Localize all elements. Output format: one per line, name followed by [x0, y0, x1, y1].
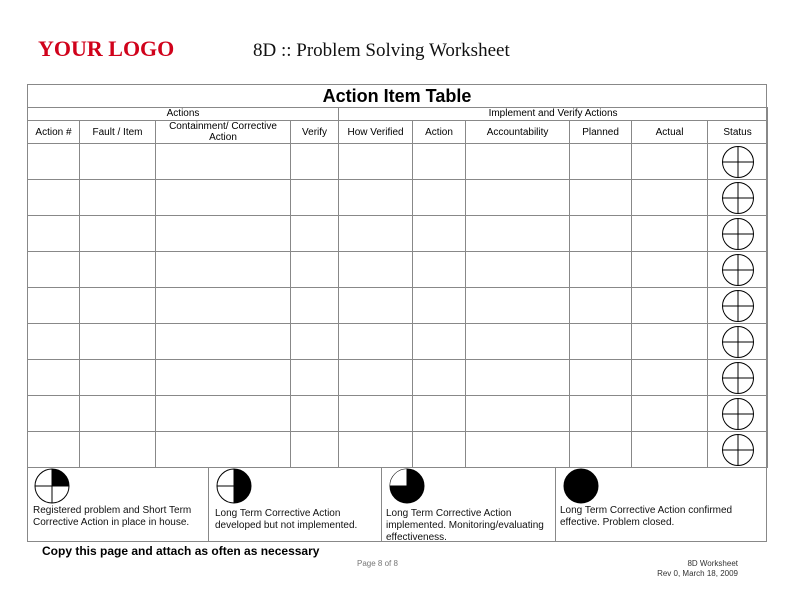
cell-fault-item[interactable]: [80, 288, 156, 324]
cell-accountability[interactable]: [466, 144, 570, 180]
col-fault-item: Fault / Item: [80, 121, 156, 144]
table-row: [28, 288, 768, 324]
cell-accountability[interactable]: [466, 432, 570, 468]
cell-actual[interactable]: [632, 324, 708, 360]
cell-how-verified[interactable]: [339, 252, 413, 288]
cell-fault-item[interactable]: [80, 396, 156, 432]
cell-how-verified[interactable]: [339, 180, 413, 216]
cell-actual[interactable]: [632, 432, 708, 468]
cell-fault-item[interactable]: [80, 144, 156, 180]
table-row: [28, 432, 768, 468]
cell-action-number[interactable]: [28, 216, 80, 252]
cell-containment[interactable]: [156, 432, 291, 468]
group-header-actions: Actions: [28, 108, 339, 121]
cell-actual[interactable]: [632, 288, 708, 324]
table-row: [28, 252, 768, 288]
status-circle-icon[interactable]: [721, 181, 755, 215]
copy-note: Copy this page and attach as often as necessary: [42, 544, 320, 558]
cell-actual[interactable]: [632, 252, 708, 288]
cell-containment[interactable]: [156, 144, 291, 180]
cell-verify[interactable]: [291, 180, 339, 216]
quarter-status-icon: [32, 468, 72, 508]
cell-status[interactable]: [708, 396, 768, 432]
cell-status[interactable]: [708, 144, 768, 180]
legend-item: [556, 468, 767, 542]
status-circle-icon[interactable]: [721, 145, 755, 179]
col-action-number: Action #: [28, 121, 80, 144]
legend-text: Long Term Corrective Action confirmed effective. Problem closed.: [560, 505, 733, 528]
cell-status[interactable]: [708, 360, 768, 396]
cell-actual[interactable]: [632, 144, 708, 180]
cell-fault-item[interactable]: [80, 216, 156, 252]
cell-accountability[interactable]: [466, 360, 570, 396]
cell-accountability[interactable]: [466, 252, 570, 288]
cell-accountability[interactable]: [466, 324, 570, 360]
cell-action[interactable]: [413, 252, 466, 288]
cell-actual[interactable]: [632, 180, 708, 216]
status-circle-icon[interactable]: [721, 397, 755, 431]
cell-fault-item[interactable]: [80, 360, 156, 396]
action-item-table: [27, 107, 768, 468]
legend-item: [209, 468, 382, 542]
cell-fault-item[interactable]: [80, 324, 156, 360]
three-quarter-status-icon: [387, 468, 427, 508]
status-circle-icon[interactable]: [721, 433, 755, 467]
cell-planned[interactable]: [570, 396, 632, 432]
cell-planned[interactable]: [570, 180, 632, 216]
cell-planned[interactable]: [570, 216, 632, 252]
cell-action[interactable]: [413, 360, 466, 396]
cell-planned[interactable]: [570, 144, 632, 180]
cell-accountability[interactable]: [466, 396, 570, 432]
cell-how-verified[interactable]: [339, 216, 413, 252]
status-circle-icon[interactable]: [721, 289, 755, 323]
doc-name: 8D Worksheet: [687, 559, 738, 568]
cell-status[interactable]: [708, 324, 768, 360]
cell-how-verified[interactable]: [339, 432, 413, 468]
cell-status[interactable]: [708, 252, 768, 288]
cell-containment[interactable]: [156, 396, 291, 432]
cell-status[interactable]: [708, 216, 768, 252]
table-row: [28, 396, 768, 432]
cell-action[interactable]: [413, 144, 466, 180]
cell-actual[interactable]: [632, 216, 708, 252]
cell-action[interactable]: [413, 396, 466, 432]
cell-action[interactable]: [413, 324, 466, 360]
status-circle-icon[interactable]: [721, 325, 755, 359]
table-row: [28, 324, 768, 360]
table-row: [28, 216, 768, 252]
cell-verify[interactable]: [291, 324, 339, 360]
cell-action-number[interactable]: [28, 288, 80, 324]
cell-verify[interactable]: [291, 432, 339, 468]
cell-action-number[interactable]: [28, 180, 80, 216]
cell-planned[interactable]: [570, 288, 632, 324]
table-title: Action Item Table: [322, 86, 472, 106]
cell-accountability[interactable]: [466, 216, 570, 252]
logo: YOUR LOGO: [38, 36, 175, 61]
cell-action[interactable]: [413, 180, 466, 216]
status-legend: [27, 468, 767, 542]
status-circle-icon[interactable]: [721, 253, 755, 287]
cell-planned[interactable]: [570, 324, 632, 360]
half-status-icon: [214, 468, 254, 508]
cell-action-number[interactable]: [28, 360, 80, 396]
cell-containment[interactable]: [156, 252, 291, 288]
cell-verify[interactable]: [291, 396, 339, 432]
cell-how-verified[interactable]: [339, 144, 413, 180]
legend-item: [27, 468, 209, 542]
cell-action[interactable]: [413, 288, 466, 324]
cell-fault-item[interactable]: [80, 432, 156, 468]
col-accountability: Accountability: [466, 121, 570, 144]
cell-verify[interactable]: [291, 252, 339, 288]
cell-action-number[interactable]: [28, 144, 80, 180]
document-title: 8D :: Problem Solving Worksheet: [253, 40, 510, 61]
col-containment: Containment/ Corrective Action: [156, 121, 291, 144]
legend-text: Long Term Corrective Action implemented. Monitoring/evaluating effectiveness.: [386, 508, 544, 543]
cell-planned[interactable]: [570, 252, 632, 288]
col-status: Status: [708, 121, 768, 144]
col-how-verified: How Verified: [339, 121, 413, 144]
cell-action-number[interactable]: [28, 396, 80, 432]
cell-actual[interactable]: [632, 396, 708, 432]
col-verify: Verify: [291, 121, 339, 144]
cell-status[interactable]: [708, 288, 768, 324]
legend-text: Long Term Corrective Action developed but not implemented.: [215, 508, 358, 531]
status-circle-icon[interactable]: [721, 217, 755, 251]
col-actual: Actual: [632, 121, 708, 144]
table-row: [28, 360, 768, 396]
group-header-implement: Implement and Verify Actions: [339, 108, 768, 121]
cell-status[interactable]: [708, 432, 768, 468]
cell-accountability[interactable]: [466, 288, 570, 324]
cell-containment[interactable]: [156, 324, 291, 360]
revision-info: [657, 559, 738, 579]
full-status-icon: [561, 468, 601, 508]
cell-status[interactable]: [708, 180, 768, 216]
cell-how-verified[interactable]: [339, 360, 413, 396]
cell-verify[interactable]: [291, 216, 339, 252]
cell-actual[interactable]: [632, 360, 708, 396]
cell-action-number[interactable]: [28, 324, 80, 360]
cell-how-verified[interactable]: [339, 396, 413, 432]
page-number: Page 8 of 8: [357, 559, 398, 568]
cell-verify[interactable]: [291, 144, 339, 180]
cell-action-number[interactable]: [28, 432, 80, 468]
cell-containment[interactable]: [156, 180, 291, 216]
cell-verify[interactable]: [291, 288, 339, 324]
legend-item: [382, 468, 556, 542]
table-row: [28, 180, 768, 216]
cell-containment[interactable]: [156, 288, 291, 324]
status-circle-icon[interactable]: [721, 361, 755, 395]
revision: Rev 0, March 18, 2009: [657, 569, 738, 578]
col-action: Action: [413, 121, 466, 144]
cell-planned[interactable]: [570, 360, 632, 396]
col-planned: Planned: [570, 121, 632, 144]
cell-action[interactable]: [413, 216, 466, 252]
cell-how-verified[interactable]: [339, 324, 413, 360]
cell-containment[interactable]: [156, 360, 291, 396]
cell-verify[interactable]: [291, 360, 339, 396]
cell-containment[interactable]: [156, 216, 291, 252]
table-row: [28, 144, 768, 180]
cell-accountability[interactable]: [466, 180, 570, 216]
cell-how-verified[interactable]: [339, 288, 413, 324]
cell-fault-item[interactable]: [80, 180, 156, 216]
legend-text: Registered problem and Short Term Corrective Action in place in house.: [33, 505, 192, 528]
cell-fault-item[interactable]: [80, 252, 156, 288]
cell-action-number[interactable]: [28, 252, 80, 288]
cell-planned[interactable]: [570, 432, 632, 468]
cell-action[interactable]: [413, 432, 466, 468]
